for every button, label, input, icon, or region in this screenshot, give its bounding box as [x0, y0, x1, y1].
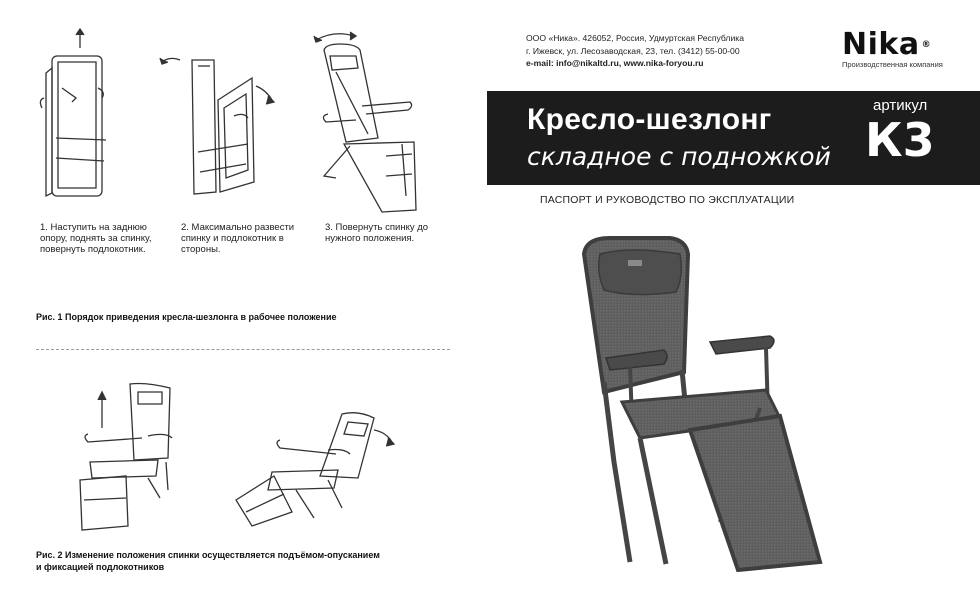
step-3-caption: 3. Повернуть спинку до нужного положения. [325, 222, 429, 244]
chair-unfolding-illustration [158, 52, 278, 202]
company-info [526, 32, 744, 70]
chair-upright-illustration [76, 380, 176, 535]
article-code: К3 [865, 113, 935, 167]
company-address-line-2: г. Ижевск, ул. Лесозаводская, 23, тел. (3412) 55-00-00 [526, 45, 740, 56]
chair-recline-illustration [306, 26, 426, 216]
product-photo [570, 232, 830, 577]
step-3-figure [306, 26, 426, 216]
step-1-figure [36, 28, 126, 203]
step-2-caption: 2. Максимально развести спинку и подлокотник в стороны. [181, 222, 295, 255]
product-title: Кресло-шезлонг [527, 103, 772, 136]
company-contacts: e-mail: info@nikaltd.ru, www.nika-foryou.ru [526, 58, 704, 68]
figure-2-caption-line-2: и фиксацией подлокотников [36, 562, 165, 572]
figure-2-caption [36, 549, 380, 573]
passport-heading: ПАСПОРТ И РУКОВОДСТВО ПО ЭКСПЛУАТАЦИИ [540, 194, 795, 206]
chair-folded-illustration [36, 28, 126, 203]
figure-1-caption: Рис. 1 Порядок приведения кресла-шезлонга в рабочее положение [36, 312, 337, 322]
registered-mark: ® [921, 40, 932, 50]
product-subtitle: складное с подножкой [527, 142, 831, 171]
article-label: артикул [873, 97, 928, 114]
step-1-caption: 1. Наступить на заднюю опору, поднять за спинку, повернуть подлокотник. [40, 222, 152, 255]
brand-tagline: Производственная компания [842, 60, 943, 69]
brand-name: Nika ® [842, 27, 932, 62]
chair-reclined-illustration [232, 408, 402, 528]
product-banner [487, 91, 980, 185]
dashed-divider [36, 349, 450, 350]
figure-2-reclined [232, 408, 402, 528]
figure-2-caption-line-1: Рис. 2 Изменение положения спинки осуществляется подъёмом-опусканием [36, 550, 380, 560]
recliner-chair-image [570, 232, 830, 572]
figure-2-upright [76, 380, 176, 535]
brand-logo [842, 28, 943, 69]
step-2-figure [158, 52, 278, 202]
company-address-line-1: ООО «Ника». 426052, Россия, Удмуртская Республика [526, 33, 744, 43]
